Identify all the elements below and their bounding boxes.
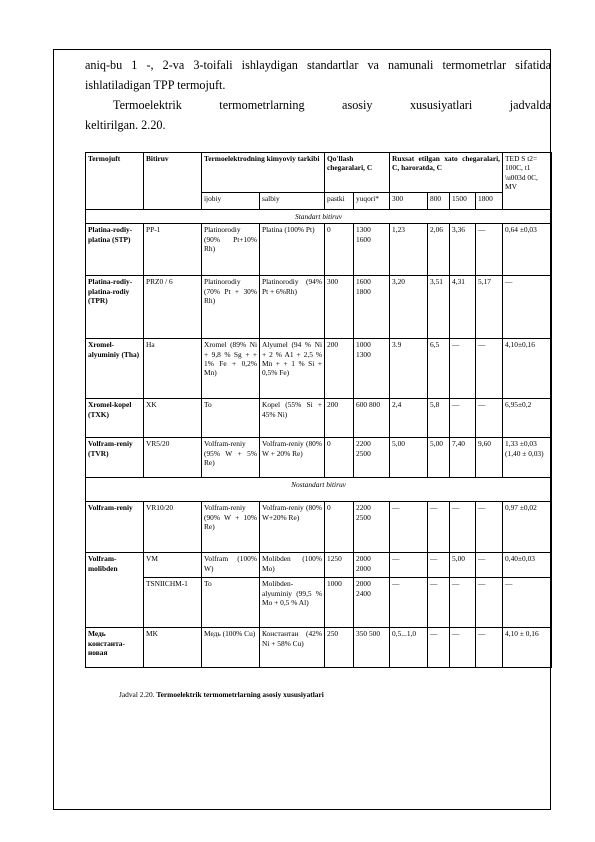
cell-positive: Platinorodiy (70% Pt + 30% Rh) bbox=[202, 276, 260, 339]
cell-e1500: 7,40 bbox=[450, 438, 476, 478]
cell-e300: — bbox=[390, 578, 428, 628]
cell-e800: 6,5 bbox=[428, 339, 450, 399]
cell-upper: 1000 1300 bbox=[354, 339, 390, 399]
cell-upper: 350 500 bbox=[354, 628, 390, 668]
cell-negative: Alyumel (94 % Ni + 2 % A1 + 2,5 % Mn + + 1 % Si + 0,5% Fe) bbox=[260, 339, 325, 399]
table-caption bbox=[119, 690, 324, 699]
cell-name: Platina-rodiy-platina (STP) bbox=[86, 224, 144, 276]
intro-line-4: keltirilgan. 2.20. bbox=[85, 118, 166, 132]
cell-upper: 1300 1600 bbox=[354, 224, 390, 276]
cell-positive: Xromel (89% Ni + 9,8 % Sg + + 1% Fe + 0,2% Mn) bbox=[202, 339, 260, 399]
intro-text bbox=[85, 55, 551, 135]
cell-lower: 200 bbox=[325, 339, 354, 399]
header-t300: 300 bbox=[390, 193, 428, 210]
header-grade: Bitiruv bbox=[144, 153, 202, 210]
cell-upper: 2000 2400 bbox=[354, 578, 390, 628]
cell-positive: Volfram (100% W) bbox=[202, 553, 260, 578]
intro-line-2: ishlatiladigan TPP termojuft. bbox=[85, 78, 226, 92]
cell-negative: Platinorodiy (94% Pt + 6%Rh) bbox=[260, 276, 325, 339]
header-t800: 800 bbox=[428, 193, 450, 210]
cell-e800: 2,06 bbox=[428, 224, 450, 276]
section-nonstandard: Nostandart bitiruv bbox=[86, 478, 552, 502]
section-row bbox=[86, 478, 552, 502]
cell-positive: Volfram-reniy (90% W + 10% Re) bbox=[202, 502, 260, 553]
table-row bbox=[86, 399, 552, 438]
table-row bbox=[86, 339, 552, 399]
header-composition: Termoelektrodning kimyoviy tarkibi bbox=[202, 153, 325, 193]
cell-e1800: 9,60 bbox=[476, 438, 503, 478]
cell-e1500: 3,36 bbox=[450, 224, 476, 276]
cell-e1800: — bbox=[476, 339, 503, 399]
cell-e1500: 5,00 bbox=[450, 553, 476, 578]
cell-teds: — bbox=[503, 578, 552, 628]
intro-line-1: aniq-bu 1 -, 2-va 3-toifali ishlaydigan standartlar va namunali termometrlar sifatida bbox=[85, 58, 551, 72]
cell-e800: — bbox=[428, 502, 450, 553]
header-positive: ijobiy bbox=[202, 193, 260, 210]
header-usage-limits: Qo'llash chegaralari, C bbox=[325, 153, 390, 193]
header-thermocouple: Termojuft bbox=[86, 153, 144, 210]
table-row bbox=[86, 578, 552, 628]
cell-e800: 3,51 bbox=[428, 276, 450, 339]
cell-negative: Molibden (100% Mo) bbox=[260, 553, 325, 578]
caption-number: Jadval 2.20. bbox=[119, 690, 155, 699]
header-negative: salbiy bbox=[260, 193, 325, 210]
table-row bbox=[86, 438, 552, 478]
table-row bbox=[86, 276, 552, 339]
cell-teds: 0,97 ±0,02 bbox=[503, 502, 552, 553]
cell-lower: 300 bbox=[325, 276, 354, 339]
cell-grade: PP-1 bbox=[144, 224, 202, 276]
cell-teds: 4,10±0,16 bbox=[503, 339, 552, 399]
cell-e300: 2,4 bbox=[390, 399, 428, 438]
header-t1800: 1800 bbox=[476, 193, 503, 210]
cell-teds: 4,10 ± 0,16 bbox=[503, 628, 552, 668]
table-row bbox=[86, 628, 552, 668]
cell-grade: TSNIICHM-1 bbox=[144, 578, 202, 628]
cell-e300: 1,23 bbox=[390, 224, 428, 276]
cell-lower: 0 bbox=[325, 502, 354, 553]
table-row bbox=[86, 502, 552, 553]
cell-negative: Kopel (55% Si + 45% Ni) bbox=[260, 399, 325, 438]
cell-e300: 5,00 bbox=[390, 438, 428, 478]
cell-e300: 3,20 bbox=[390, 276, 428, 339]
cell-teds: — bbox=[503, 276, 552, 339]
cell-e1500: — bbox=[450, 578, 476, 628]
cell-e1500: — bbox=[450, 502, 476, 553]
cell-grade: VM bbox=[144, 553, 202, 578]
cell-e1800: — bbox=[476, 553, 503, 578]
section-standard: Standart bitiruv bbox=[86, 210, 552, 224]
cell-lower: 1250 bbox=[325, 553, 354, 578]
cell-e300: — bbox=[390, 502, 428, 553]
table-header-row bbox=[86, 153, 552, 193]
cell-negative: Platina (100% Pt) bbox=[260, 224, 325, 276]
cell-name: Volfram-molibden bbox=[86, 553, 144, 628]
cell-e1800: — bbox=[476, 224, 503, 276]
cell-e1800: — bbox=[476, 628, 503, 668]
cell-grade: Ha bbox=[144, 339, 202, 399]
header-error-limits: Ruxsat etilgan xato chegaralari, C, haroratda, C bbox=[390, 153, 503, 193]
cell-upper: 2000 2000 bbox=[354, 553, 390, 578]
cell-grade: XK bbox=[144, 399, 202, 438]
cell-e800: 5,8 bbox=[428, 399, 450, 438]
cell-upper: 600 800 bbox=[354, 399, 390, 438]
cell-teds: 1,33 ±0,03 (1,40 ± 0,03) bbox=[503, 438, 552, 478]
cell-name: Platina-rodiy-platina-rodiy (TPR) bbox=[86, 276, 144, 339]
cell-upper: 1600 1800 bbox=[354, 276, 390, 339]
cell-e1500: — bbox=[450, 399, 476, 438]
section-row bbox=[86, 210, 552, 224]
header-t1500: 1500 bbox=[450, 193, 476, 210]
cell-negative: Константан (42% Ni + 58% Cu) bbox=[260, 628, 325, 668]
cell-lower: 1000 bbox=[325, 578, 354, 628]
cell-negative: Volfram-reniy (80% W+20% Re) bbox=[260, 502, 325, 553]
cell-e1500: 4,31 bbox=[450, 276, 476, 339]
cell-grade: VR5/20 bbox=[144, 438, 202, 478]
cell-teds: 0,40±0,03 bbox=[503, 553, 552, 578]
cell-positive: To bbox=[202, 399, 260, 438]
cell-e1500: — bbox=[450, 339, 476, 399]
cell-positive: To bbox=[202, 578, 260, 628]
cell-name: Volfram-reniy bbox=[86, 502, 144, 553]
cell-lower: 250 bbox=[325, 628, 354, 668]
cell-negative: Volfram-reniy (80% W + 20% Re) bbox=[260, 438, 325, 478]
cell-upper: 2200 2500 bbox=[354, 502, 390, 553]
cell-e1500: — bbox=[450, 628, 476, 668]
cell-e1800: — bbox=[476, 399, 503, 438]
thermocouple-table bbox=[85, 152, 552, 668]
cell-teds: 0,64 ±0,03 bbox=[503, 224, 552, 276]
caption-title: Termoelektrik termometrlarning asosiy xususiyatlari bbox=[156, 690, 324, 699]
cell-negative: Molibden-alyuminiy (99,5 % Mo + 0,5 % Al) bbox=[260, 578, 325, 628]
header-lower: pastki bbox=[325, 193, 354, 210]
table-row bbox=[86, 553, 552, 578]
cell-e300: 0,5...1,0 bbox=[390, 628, 428, 668]
cell-name: Xromel-kopel (TXK) bbox=[86, 399, 144, 438]
table-row bbox=[86, 224, 552, 276]
cell-positive: Platinorodiy (90% Pt+10% Rh) bbox=[202, 224, 260, 276]
cell-lower: 0 bbox=[325, 224, 354, 276]
cell-upper: 2200 2500 bbox=[354, 438, 390, 478]
cell-positive: Медь (100% Cu) bbox=[202, 628, 260, 668]
cell-lower: 200 bbox=[325, 399, 354, 438]
cell-name: Xromel-alyuminiy (Tha) bbox=[86, 339, 144, 399]
cell-e800: — bbox=[428, 553, 450, 578]
cell-e800: 5,00 bbox=[428, 438, 450, 478]
cell-e300: — bbox=[390, 553, 428, 578]
cell-grade: VR10/20 bbox=[144, 502, 202, 553]
cell-lower: 0 bbox=[325, 438, 354, 478]
cell-e1800: 5,17 bbox=[476, 276, 503, 339]
cell-name: Volfram-reniy (TVR) bbox=[86, 438, 144, 478]
cell-positive: Volfram-reniy (95% W + 5% Re) bbox=[202, 438, 260, 478]
cell-grade: MK bbox=[144, 628, 202, 668]
cell-name: Медь константа-новая bbox=[86, 628, 144, 668]
header-upper: yuqori* bbox=[354, 193, 390, 210]
cell-e800: — bbox=[428, 578, 450, 628]
header-teds: TED S t2= 100C, t1 \u003d 0C, MV bbox=[503, 153, 552, 210]
cell-e1800: — bbox=[476, 502, 503, 553]
cell-e300: 3.9 bbox=[390, 339, 428, 399]
cell-e800: — bbox=[428, 628, 450, 668]
intro-line-3: Termoelektrik termometrlarning asosiy xususiyatlari jadvalda bbox=[113, 98, 551, 112]
cell-grade: PRZ0 / 6 bbox=[144, 276, 202, 339]
cell-e1800: — bbox=[476, 578, 503, 628]
cell-teds: 6,95±0,2 bbox=[503, 399, 552, 438]
